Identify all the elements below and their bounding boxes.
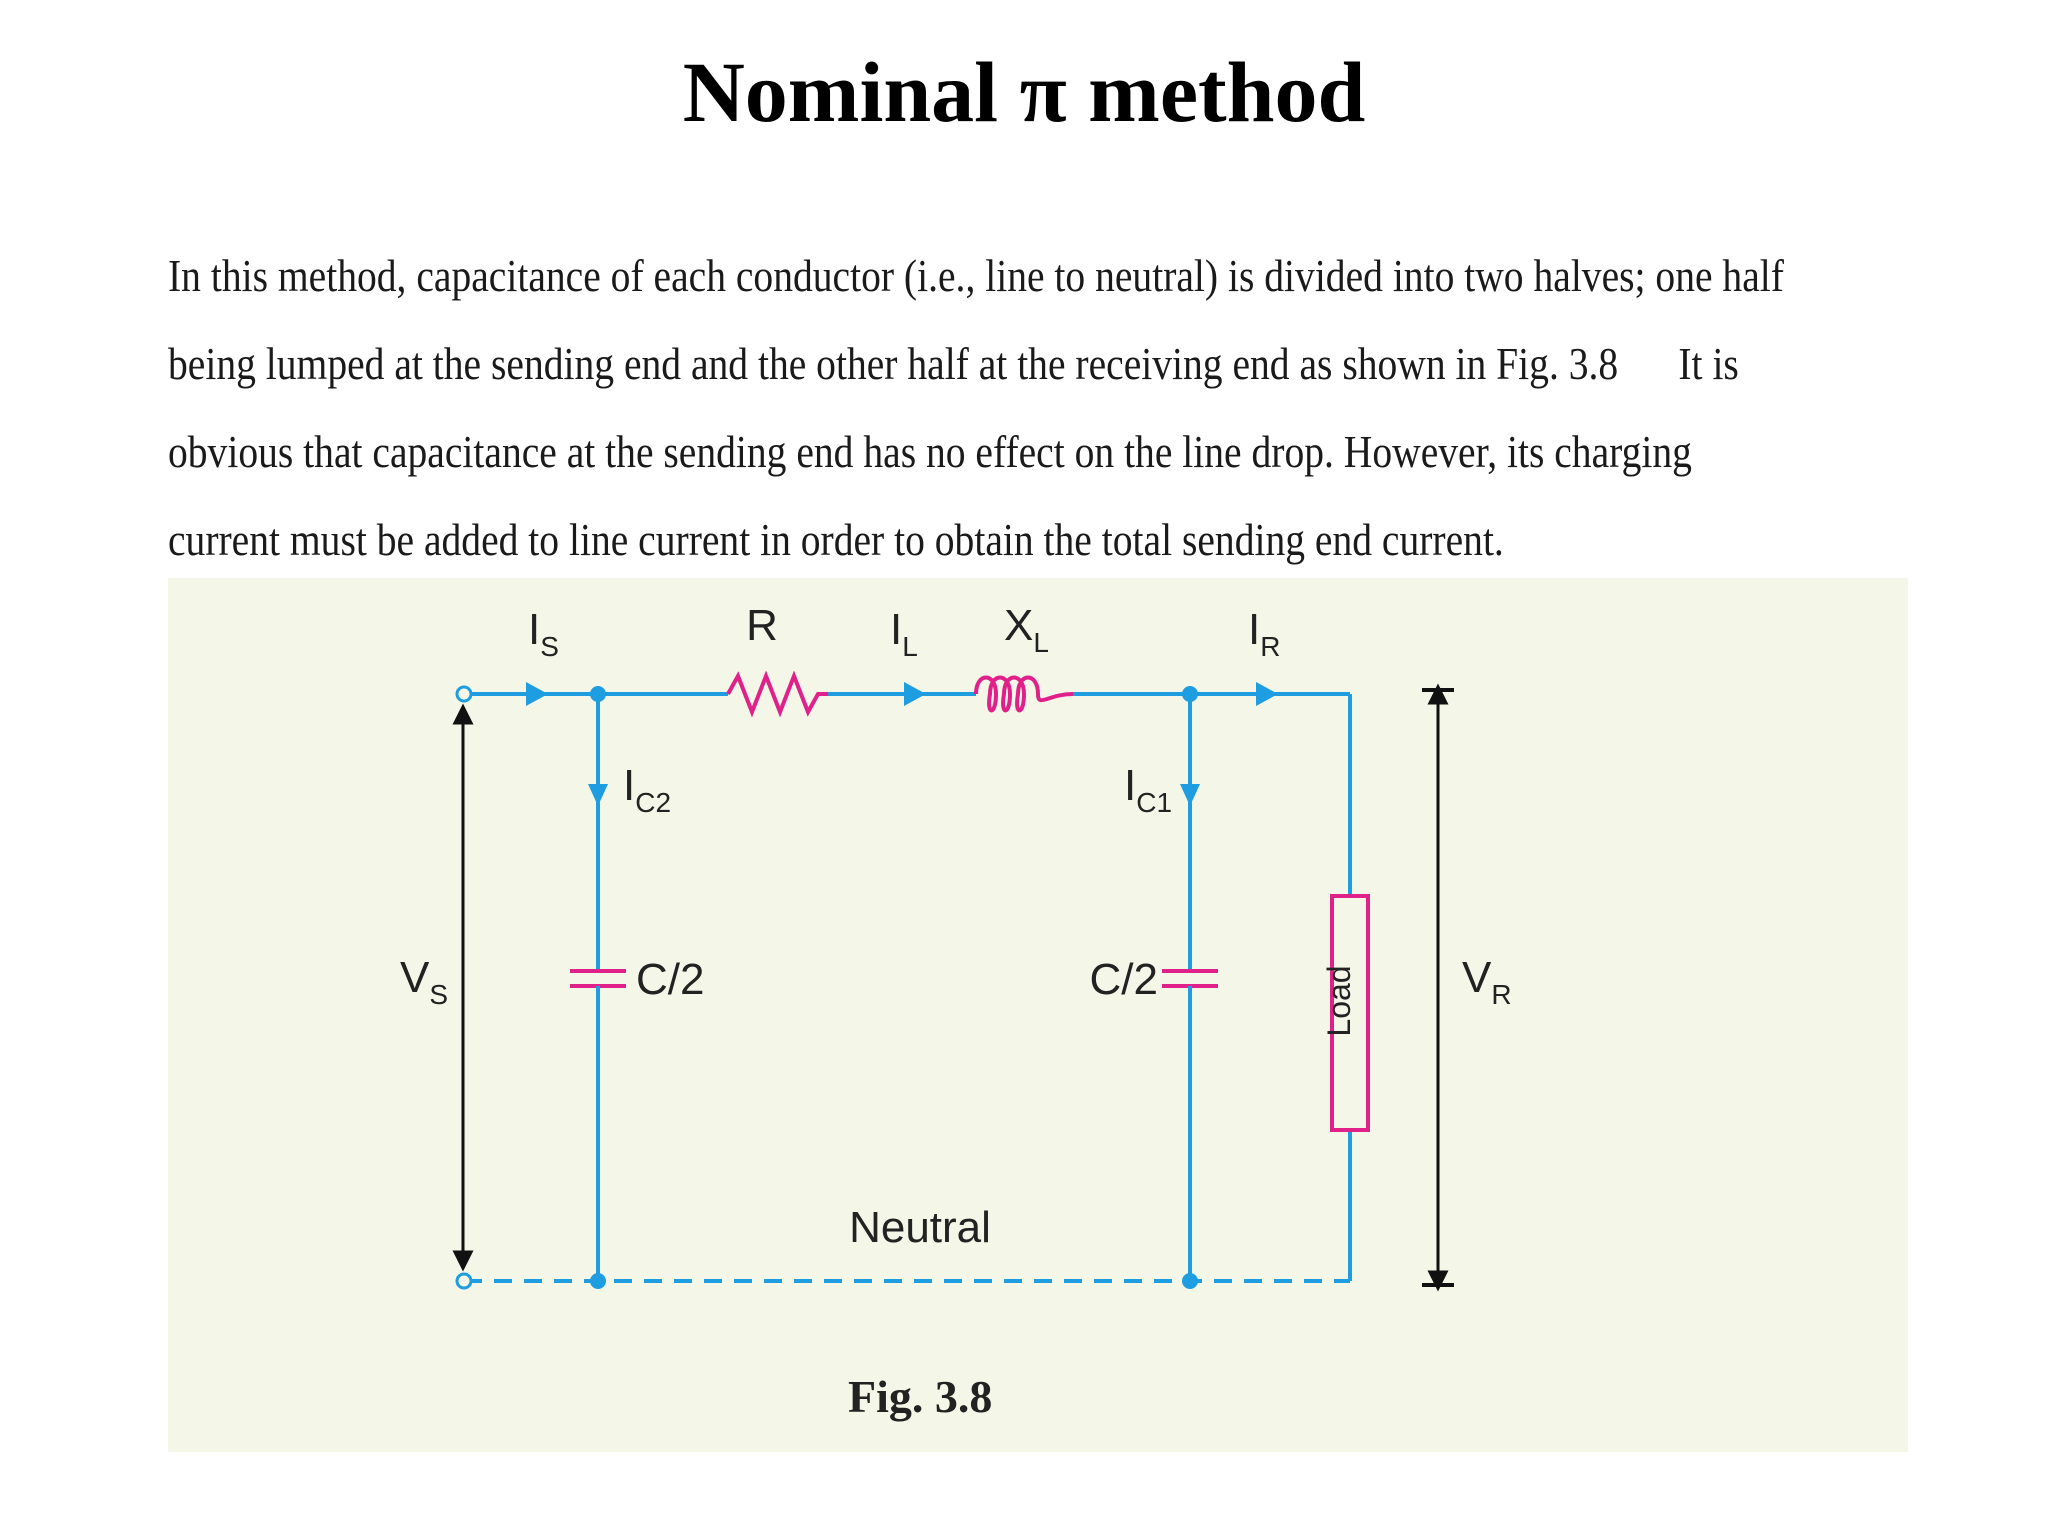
- paragraph-line-1: In this method, capacitance of each conductor (i.e., line to neutral) is divided into two halves; one half: [168, 250, 1784, 301]
- c2-left-label: C/2: [636, 955, 705, 1004]
- load-label: Load: [1321, 965, 1357, 1037]
- c2-right-label: C/2: [1089, 955, 1158, 1004]
- ic2-arrow: [588, 784, 608, 806]
- is-label: $I_S$: [528, 605, 559, 662]
- paragraph-line-2b: It is: [1678, 338, 1739, 389]
- vs-label: $V_S$: [399, 953, 448, 1010]
- circuit-figure: [168, 578, 1908, 1452]
- il-label: $I_L$: [890, 605, 918, 662]
- sending-end-terminal-top: [457, 687, 471, 701]
- ir-arrow: [1256, 682, 1278, 706]
- neutral-label: Neutral: [849, 1203, 991, 1252]
- paragraph-line-3: obvious that capacitance at the sending end has no effect on the line drop. However, its charging: [168, 426, 1692, 477]
- xl-label: $X_L$: [1004, 601, 1049, 658]
- r-label: R: [746, 601, 778, 650]
- nominal-pi-circuit-diagram: [168, 578, 1908, 1452]
- left-shunt-branch: [570, 686, 626, 1289]
- right-shunt-branch: [1162, 686, 1218, 1289]
- paragraph-line-2: [168, 320, 1739, 408]
- figure-caption: Fig. 3.8: [848, 1371, 993, 1422]
- vr-label: $V_R$: [1462, 953, 1512, 1010]
- sending-end-terminal-bottom: [457, 1274, 471, 1288]
- left-top-node: [590, 686, 606, 702]
- ic1-arrow: [1180, 784, 1200, 806]
- right-top-node: [1182, 686, 1198, 702]
- inductor-xl: [976, 678, 1073, 711]
- body-paragraph: [168, 232, 1784, 584]
- ic1-label: $I_{C1}$: [1124, 761, 1173, 818]
- vr-voltage-arrow: [1422, 690, 1454, 1285]
- is-arrow: [526, 682, 548, 706]
- ic2-label: $I_{C2}$: [623, 761, 672, 818]
- page-title: Nominal π method: [682, 44, 1366, 140]
- paragraph-line-2a: being lumped at the sending end and the other half at the receiving end as shown in Fig. 3.8: [168, 338, 1619, 389]
- il-arrow: [904, 682, 926, 706]
- ir-label: $I_R$: [1248, 605, 1281, 662]
- resistor-r: [728, 676, 828, 712]
- paragraph-line-4: current must be added to line current in order to obtain the total sending end current.: [168, 514, 1504, 565]
